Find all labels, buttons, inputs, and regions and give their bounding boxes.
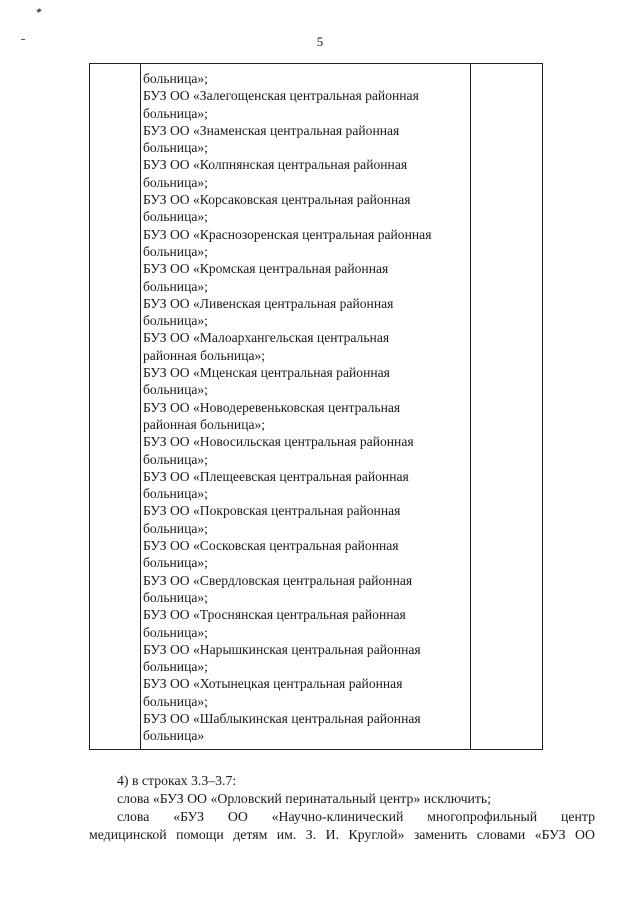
table-cell-line: БУЗ ОО «Троснянская центральная районная [143,607,406,623]
table-cell-line: больница»; [143,174,208,190]
table-cell-line: больница»; [143,382,208,398]
document-table [89,63,543,750]
table-cell-line: больница»; [143,659,208,675]
amendment-item-4: 4) в строках 3.3–3.7: [117,773,237,788]
table-cell-line: БУЗ ОО «Новодеревеньковская центральная [143,399,401,415]
table-cell-line: больница»; [143,105,208,121]
table-cell-line: больница»; [143,209,208,225]
table-cell-line: больница»; [143,520,208,536]
table-cell-line: БУЗ ОО «Кромская центральная районная [143,261,389,277]
table-cell-line: больница»; [143,624,208,640]
table-cell-line: БУЗ ОО «Нарышкинская центральная районная [143,641,421,657]
table-cell-hospital-list [143,70,473,745]
table-cell-line: больница»; [143,486,208,502]
table-cell-line: БУЗ ОО «Ливенская центральная районная [143,295,394,311]
table-cell-line: больница»; [143,278,208,294]
page-number: 5 [316,34,324,49]
text-after-table [89,772,595,844]
table-cell-line: больница»; [143,71,208,86]
table-cell-line: БУЗ ОО «Малоархангельская центральная [143,330,390,346]
table-cell-line: БУЗ ОО «Знаменская центральная районная [143,122,400,138]
table-cell-line: БУЗ ОО «Плещеевская центральная районная [143,468,409,484]
table-cell-line: районная больница»; [143,416,266,432]
table-cell-line: больница»; [143,313,208,329]
amendment-line-exclude: слова «БУЗ ОО «Орловский перинатальный центр» исключить; [117,791,492,806]
table-cell-line: больница»; [143,140,208,156]
table-cell-line: БУЗ ОО «Новосильская центральная районная [143,434,414,450]
amendment-line-replace-start: слова «БУЗ ОО «Научно-клинический многопрофильный центр [117,809,595,824]
table-cell-line: БУЗ ОО «Свердловская центральная районная [143,572,413,588]
table-cell-line: больница»; [143,243,208,259]
table-column-divider-left [140,64,141,749]
table-cell-line: БУЗ ОО «Хотынецкая центральная районная [143,676,403,692]
amendment-line-replace-cont: медицинской помощи детям им. З. И. Круглой» заменить словами «БУЗ ОО [89,827,595,842]
scan-speck [37,8,42,13]
table-cell-line: БУЗ ОО «Покровская центральная районная [143,503,401,519]
table-cell-line: БУЗ ОО «Мценская центральная районная [143,365,390,381]
table-cell-line: БУЗ ОО «Краснозоренская центральная районная [143,226,432,242]
table-cell-line: больница»; [143,693,208,709]
table-cell-line: больница»; [143,589,208,605]
table-cell-line: больница»; [143,451,208,467]
table-cell-line: БУЗ ОО «Колпнянская центральная районная [143,157,408,173]
table-cell-line: БУЗ ОО «Сосковская центральная районная [143,538,399,554]
table-cell-line: БУЗ ОО «Корсаковская центральная районная [143,192,411,208]
table-cell-line: районная больница»; [143,347,266,363]
table-cell-line: больница» [143,728,205,744]
table-cell-line: больница»; [143,555,208,571]
table-cell-line: БУЗ ОО «Залегощенская центральная районная [143,88,419,104]
table-cell-line: БУЗ ОО «Шаблыкинская центральная районная [143,710,421,726]
